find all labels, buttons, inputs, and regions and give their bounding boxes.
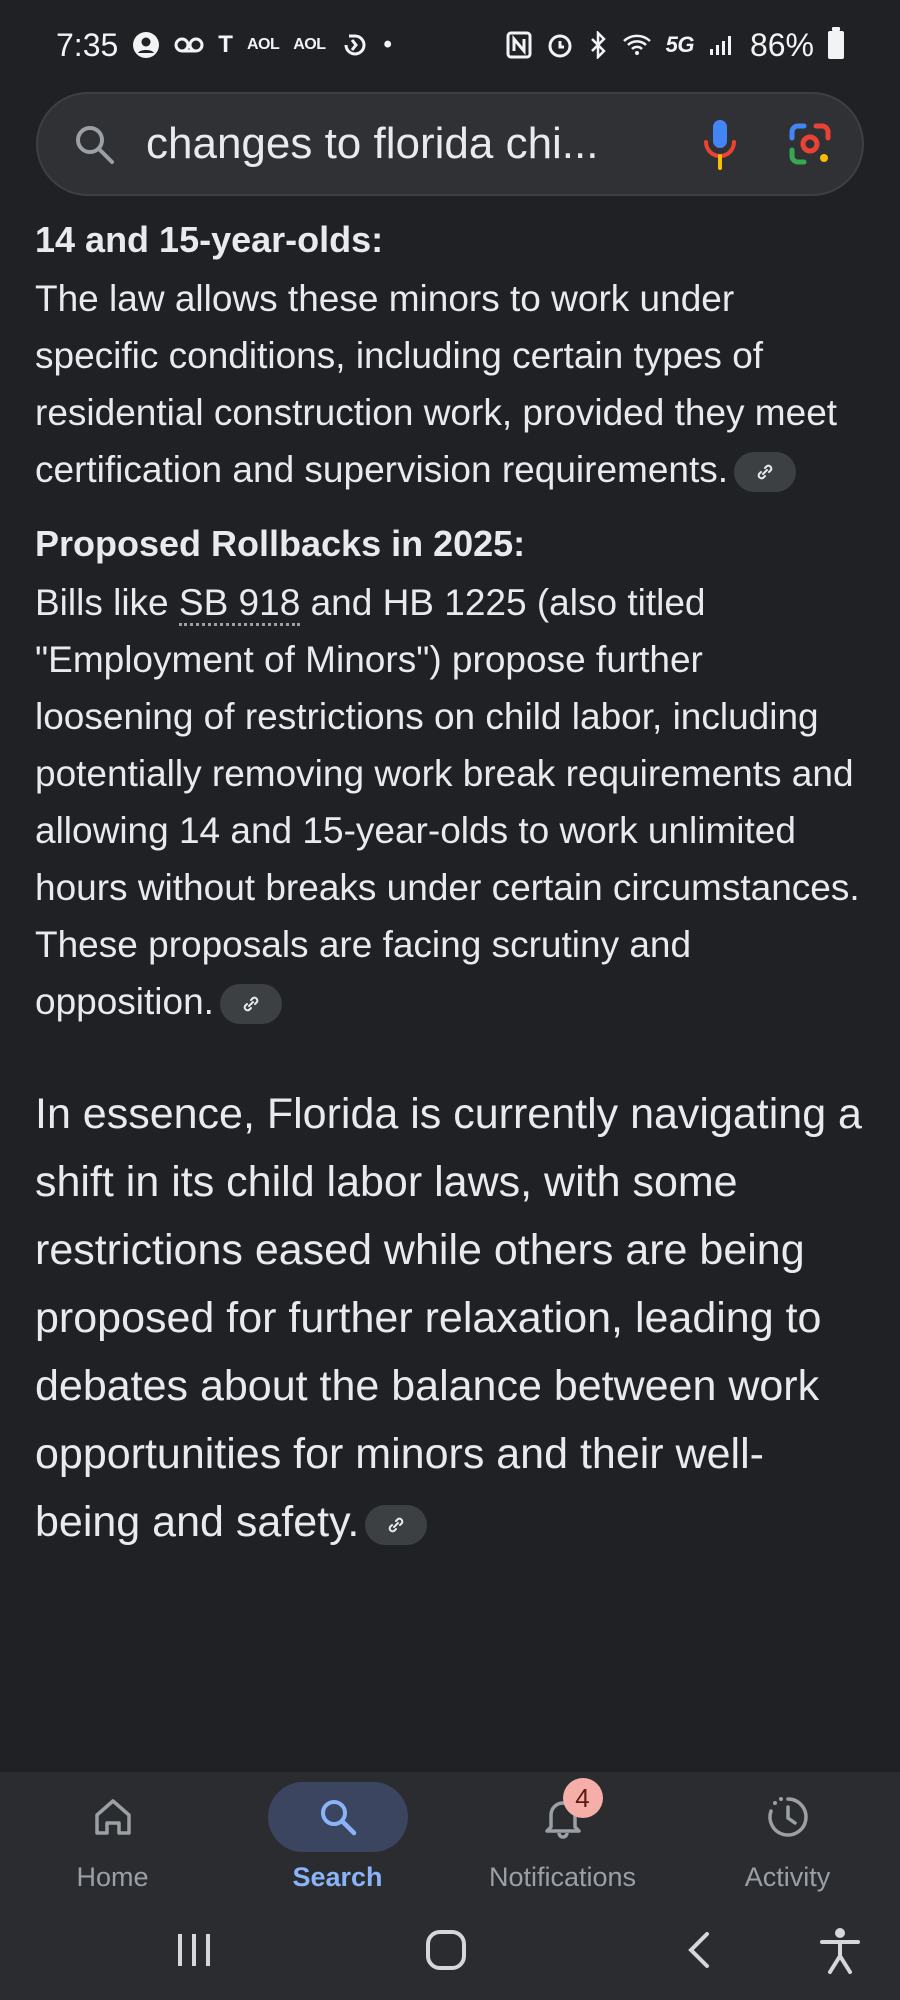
section-body-suffix: and HB 1225 (also titled "Employment of Minors") propose further loosening of restrictions on child labor, including potentially removing work break requirements and allowing 14 and 15-year-olds to work unlimited hours without breaks under certain circumstances. These proposals are facing scrutiny and opposition. — [35, 582, 860, 1022]
bill-link[interactable]: SB 918 — [179, 582, 300, 626]
search-bar[interactable] — [36, 92, 864, 196]
clock: 7:35 — [56, 26, 119, 63]
nav-home-pill[interactable] — [43, 1782, 183, 1852]
section-body — [35, 574, 865, 1030]
dot-icon: • — [383, 31, 392, 58]
back-button[interactable] — [668, 1920, 728, 1980]
bottom-nav — [0, 1772, 900, 1900]
section-heading: 14 and 15-year-olds: — [35, 219, 384, 260]
voicemail-icon — [174, 35, 204, 55]
status-left — [56, 27, 392, 64]
lens-icon[interactable] — [786, 120, 834, 168]
notification-badge: 4 — [563, 1778, 603, 1818]
recents-icon — [172, 1930, 216, 1970]
signal-icon — [708, 33, 736, 57]
source-link-button[interactable] — [220, 984, 282, 1024]
nav-home[interactable] — [0, 1772, 225, 1900]
section-body — [35, 270, 865, 498]
nav-search-pill[interactable] — [268, 1782, 408, 1852]
nav-notifications[interactable] — [450, 1772, 675, 1900]
link-icon — [240, 993, 262, 1015]
link-icon — [385, 1514, 407, 1536]
accessibility-icon — [818, 1926, 862, 1974]
nav-activity-pill[interactable] — [718, 1782, 858, 1852]
status-right — [506, 27, 844, 64]
section-heading: Proposed Rollbacks in 2025: — [35, 523, 526, 564]
battery-percent: 86% — [749, 26, 814, 63]
status-bar — [0, 0, 900, 90]
mic-icon[interactable] — [700, 116, 740, 172]
back-icon — [683, 1928, 713, 1972]
home-icon — [91, 1795, 135, 1839]
nfc-icon — [506, 31, 532, 59]
search-icon — [317, 1796, 359, 1838]
recents-button[interactable] — [164, 1920, 224, 1980]
search-input[interactable]: changes to florida chi... — [146, 119, 599, 168]
source-link-button[interactable] — [365, 1505, 427, 1545]
aol-icon: AOL — [246, 36, 280, 53]
nav-notifications-label: Notifications — [488, 1862, 637, 1892]
alarm-icon — [546, 31, 574, 59]
ai-overview-content — [35, 210, 865, 1556]
nav-activity-label: Activity — [744, 1862, 831, 1892]
account-icon — [132, 31, 160, 59]
network-type: 5G — [665, 32, 694, 57]
bluetooth-icon — [588, 31, 608, 59]
accessibility-button[interactable] — [810, 1920, 870, 1980]
aol-icon: AOL — [293, 36, 326, 53]
battery-icon — [828, 31, 844, 59]
link-icon — [754, 461, 776, 483]
sync-icon — [340, 30, 370, 60]
source-link-button[interactable] — [734, 452, 796, 492]
wifi-icon — [622, 33, 652, 57]
section-body-text: The law allows these minors to work under specific conditions, including certain types of residential construction work, provided they meet certification and supervision requirements. — [35, 278, 838, 490]
summary-body: In essence, Florida is currently navigating a shift in its child labor laws, with some restrictions eased while others are being proposed for further relaxation, leading to debates about the balance between work opportunities for minors and their well-being and safety. — [35, 1090, 862, 1546]
system-nav — [0, 1900, 900, 2000]
nav-search-label: Search — [292, 1862, 383, 1892]
nav-home-label: Home — [76, 1862, 149, 1892]
t-mobile-icon: T — [218, 31, 233, 58]
nav-notifications-pill[interactable] — [493, 1782, 633, 1852]
home-system-button[interactable] — [416, 1920, 476, 1980]
section-body-prefix: Bills like — [35, 582, 179, 623]
nav-search[interactable] — [225, 1772, 450, 1900]
nav-activity[interactable] — [675, 1772, 900, 1900]
summary-text — [35, 1080, 865, 1556]
search-icon[interactable] — [72, 122, 116, 166]
activity-icon — [765, 1794, 811, 1840]
home-square-icon — [424, 1928, 468, 1972]
